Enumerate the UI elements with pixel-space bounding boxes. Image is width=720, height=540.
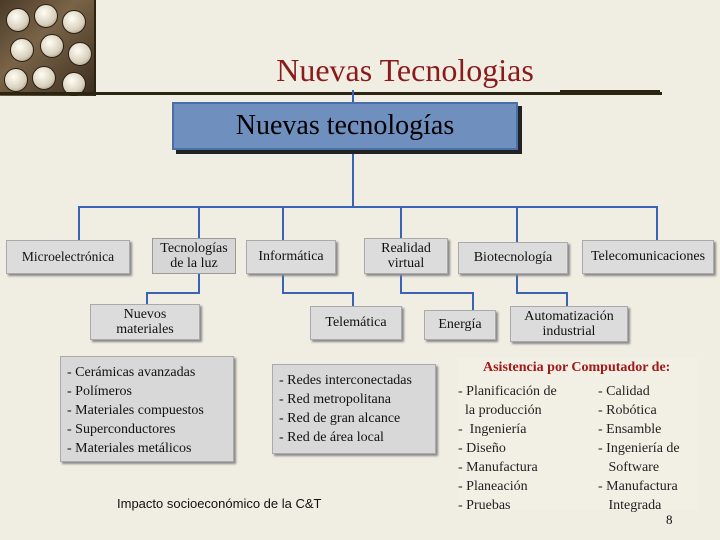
list-item: - Superconductores <box>67 422 176 437</box>
title-underline <box>560 90 660 93</box>
list-item: - Ensamble <box>598 422 662 437</box>
list-item: - Robótica <box>598 403 657 418</box>
connector <box>566 292 568 306</box>
node-label: Nuevos <box>123 306 167 322</box>
connector <box>472 292 474 310</box>
node-label: Telemática <box>325 315 387 331</box>
list-item: Integrada <box>598 498 662 513</box>
node-realidad-virtual <box>364 238 448 274</box>
list-item: la producción <box>458 403 542 418</box>
connector <box>516 274 518 294</box>
list-item: - Planeación <box>458 479 528 494</box>
node-informatica <box>246 240 336 274</box>
list-item: - Ingeniería <box>458 422 527 437</box>
node-label: Automatización <box>524 308 614 324</box>
connector <box>352 90 354 102</box>
list-item: Software <box>598 460 660 475</box>
impacto-caption: Impacto socioeconómico de la C&T <box>117 496 322 511</box>
connector <box>516 292 568 294</box>
main-topic-box <box>172 102 518 150</box>
node-label: Tecnologías <box>160 240 228 256</box>
list-item: - Calidad <box>598 384 650 399</box>
list-item: - Pruebas <box>458 498 511 513</box>
materiales-list <box>60 356 234 462</box>
connector <box>352 148 354 208</box>
connector <box>78 206 658 208</box>
list-item: - Diseño <box>458 441 506 456</box>
node-label: Informática <box>258 249 324 265</box>
list-item: - Materiales compuestos <box>67 403 204 418</box>
asistencia-title: Asistencia por Computador de: <box>483 360 671 375</box>
list-item: - Polímeros <box>67 384 132 399</box>
connector <box>146 292 148 304</box>
typewriter-keys-image <box>0 0 96 96</box>
node-telematica <box>310 306 402 340</box>
node-tecnologias-luz <box>152 238 236 274</box>
list-item: - Redes interconectadas <box>279 373 412 388</box>
node-label: de la luz <box>170 256 218 271</box>
list-item: - Red de gran alcance <box>279 411 401 426</box>
list-item: - Materiales metálicos <box>67 441 192 456</box>
node-label: Microelectrónica <box>21 248 115 264</box>
list-item: - Manufactura <box>458 460 538 475</box>
asistencia-left-column <box>458 382 557 515</box>
list-item: - Red de área local <box>279 430 384 445</box>
connector <box>282 206 284 240</box>
node-label: virtual <box>387 256 425 271</box>
node-label: Energía <box>438 317 482 333</box>
connector <box>656 206 658 240</box>
node-label: Telecomunicaciones <box>590 249 706 265</box>
list-item: - Planificación de <box>458 384 557 399</box>
asistencia-right-column <box>598 382 680 515</box>
connector <box>400 272 402 294</box>
node-label: Biotecnología <box>473 250 553 266</box>
list-item: - Manufactura <box>598 479 678 494</box>
node-automatizacion <box>510 306 628 342</box>
node-telecomunicaciones <box>582 240 714 274</box>
list-item: - Red metropolitana <box>279 392 391 407</box>
node-label: Realidad <box>381 240 431 256</box>
main-topic-label: Nuevas tecnologías <box>235 109 455 141</box>
node-energia <box>424 310 496 340</box>
connector <box>146 292 200 294</box>
connector <box>400 206 402 240</box>
node-nuevos-materiales <box>90 304 200 340</box>
connector <box>400 292 474 294</box>
connector <box>352 292 354 306</box>
page-number: 8 <box>666 512 673 527</box>
list-item: - Cerámicas avanzadas <box>67 365 196 380</box>
connector <box>198 206 200 238</box>
connector <box>78 206 80 240</box>
connector <box>516 206 518 242</box>
node-label: materiales <box>116 322 174 337</box>
slide-title: Nuevas Tecnologias <box>276 52 534 88</box>
node-label: industrial <box>542 324 596 339</box>
redes-list <box>272 364 436 454</box>
node-biotecnologia <box>458 242 568 274</box>
vertical-rule <box>94 0 96 96</box>
node-microelectronica <box>6 240 130 274</box>
connector <box>282 292 354 294</box>
list-item: - Ingeniería de <box>598 441 680 456</box>
connector <box>282 272 284 294</box>
